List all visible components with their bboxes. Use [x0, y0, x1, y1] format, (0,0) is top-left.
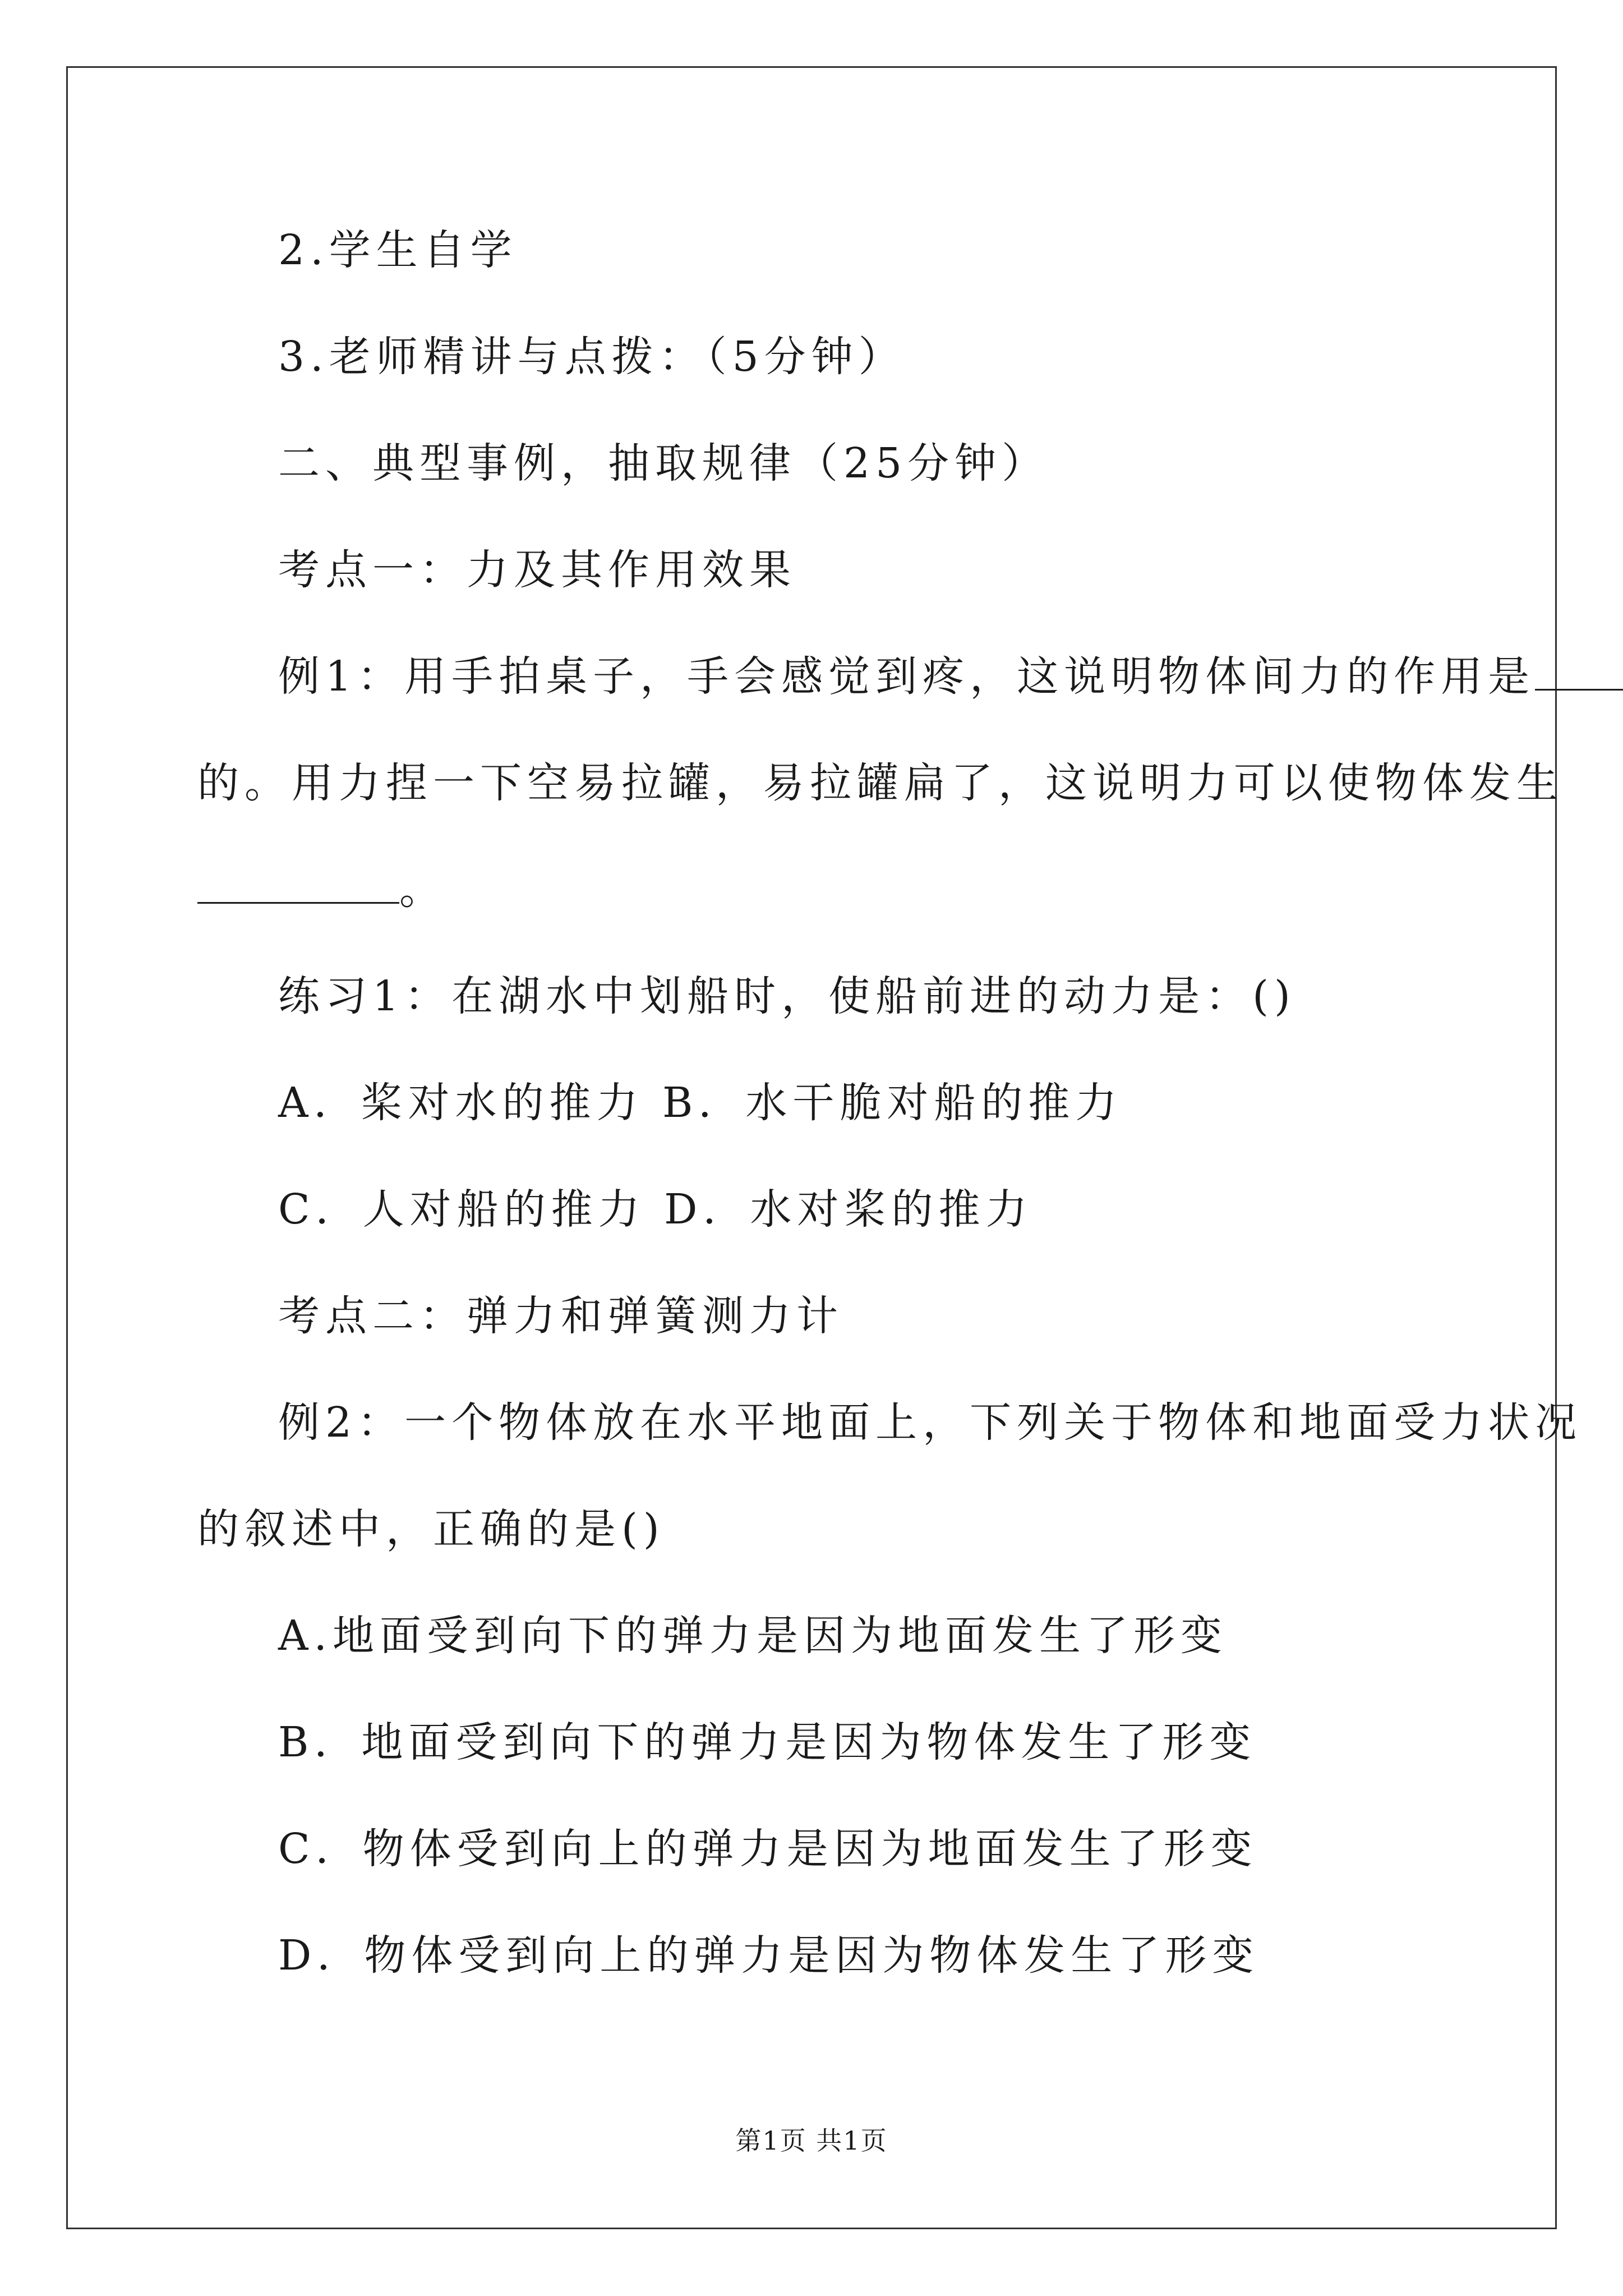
- exercise-1-question: 练习1：在湖水中划船时，使船前进的动力是：(): [278, 972, 1296, 1020]
- exercise-1-options-ab: A．桨对水的推力 B．水干脆对船的推力: [278, 1079, 1123, 1127]
- section-heading-typical-examples: 二、典型事例，抽取规律（25分钟）: [278, 439, 1049, 487]
- example-1-end: 。: [399, 866, 446, 914]
- topic-two-heading: 考点二：弹力和弹簧测力计: [278, 1292, 843, 1340]
- page-footer: 第1页 共1页: [735, 2125, 888, 2156]
- example-2-line-1: 例2：一个物体放在水平地面上，下列关于物体和地面受力状况: [278, 1398, 1583, 1447]
- example-2-line-2: 的叙述中，正确的是(): [197, 1505, 665, 1553]
- answer-blank-1[interactable]: [1535, 655, 1623, 691]
- example-2-option-c: C．物体受到向上的弹力是因为地面发生了形变: [278, 1825, 1258, 1873]
- example-2-option-b: B．地面受到向下的弹力是因为物体发生了形变: [278, 1718, 1257, 1766]
- example-1-line-2: 的。用力捏一下空易拉罐，易拉罐扁了，这说明力可以使物体发生: [197, 759, 1564, 807]
- answer-blank-2[interactable]: [197, 868, 399, 904]
- exercise-1-options-cd: C．人对船的推力 D．水对桨的推力: [278, 1185, 1033, 1234]
- paragraph-teacher-explain: 3.老师精讲与点拨：（5分钟）: [278, 333, 906, 381]
- paragraph-self-study: 2.学生自学: [278, 226, 518, 274]
- example-2-option-d: D．物体受到向上的弹力是因为物体发生了形变: [278, 1931, 1260, 1980]
- topic-one-heading: 考点一：力及其作用效果: [278, 546, 796, 594]
- example-2-option-a: A.地面受到向下的弹力是因为地面发生了形变: [278, 1612, 1228, 1660]
- example-1-text: 例1：用手拍桌子，手会感觉到疼，这说明物体间力的作用是: [278, 652, 1536, 701]
- example-1-line-1: [0, 650, 1623, 703]
- example-1-line-3: [0, 863, 446, 917]
